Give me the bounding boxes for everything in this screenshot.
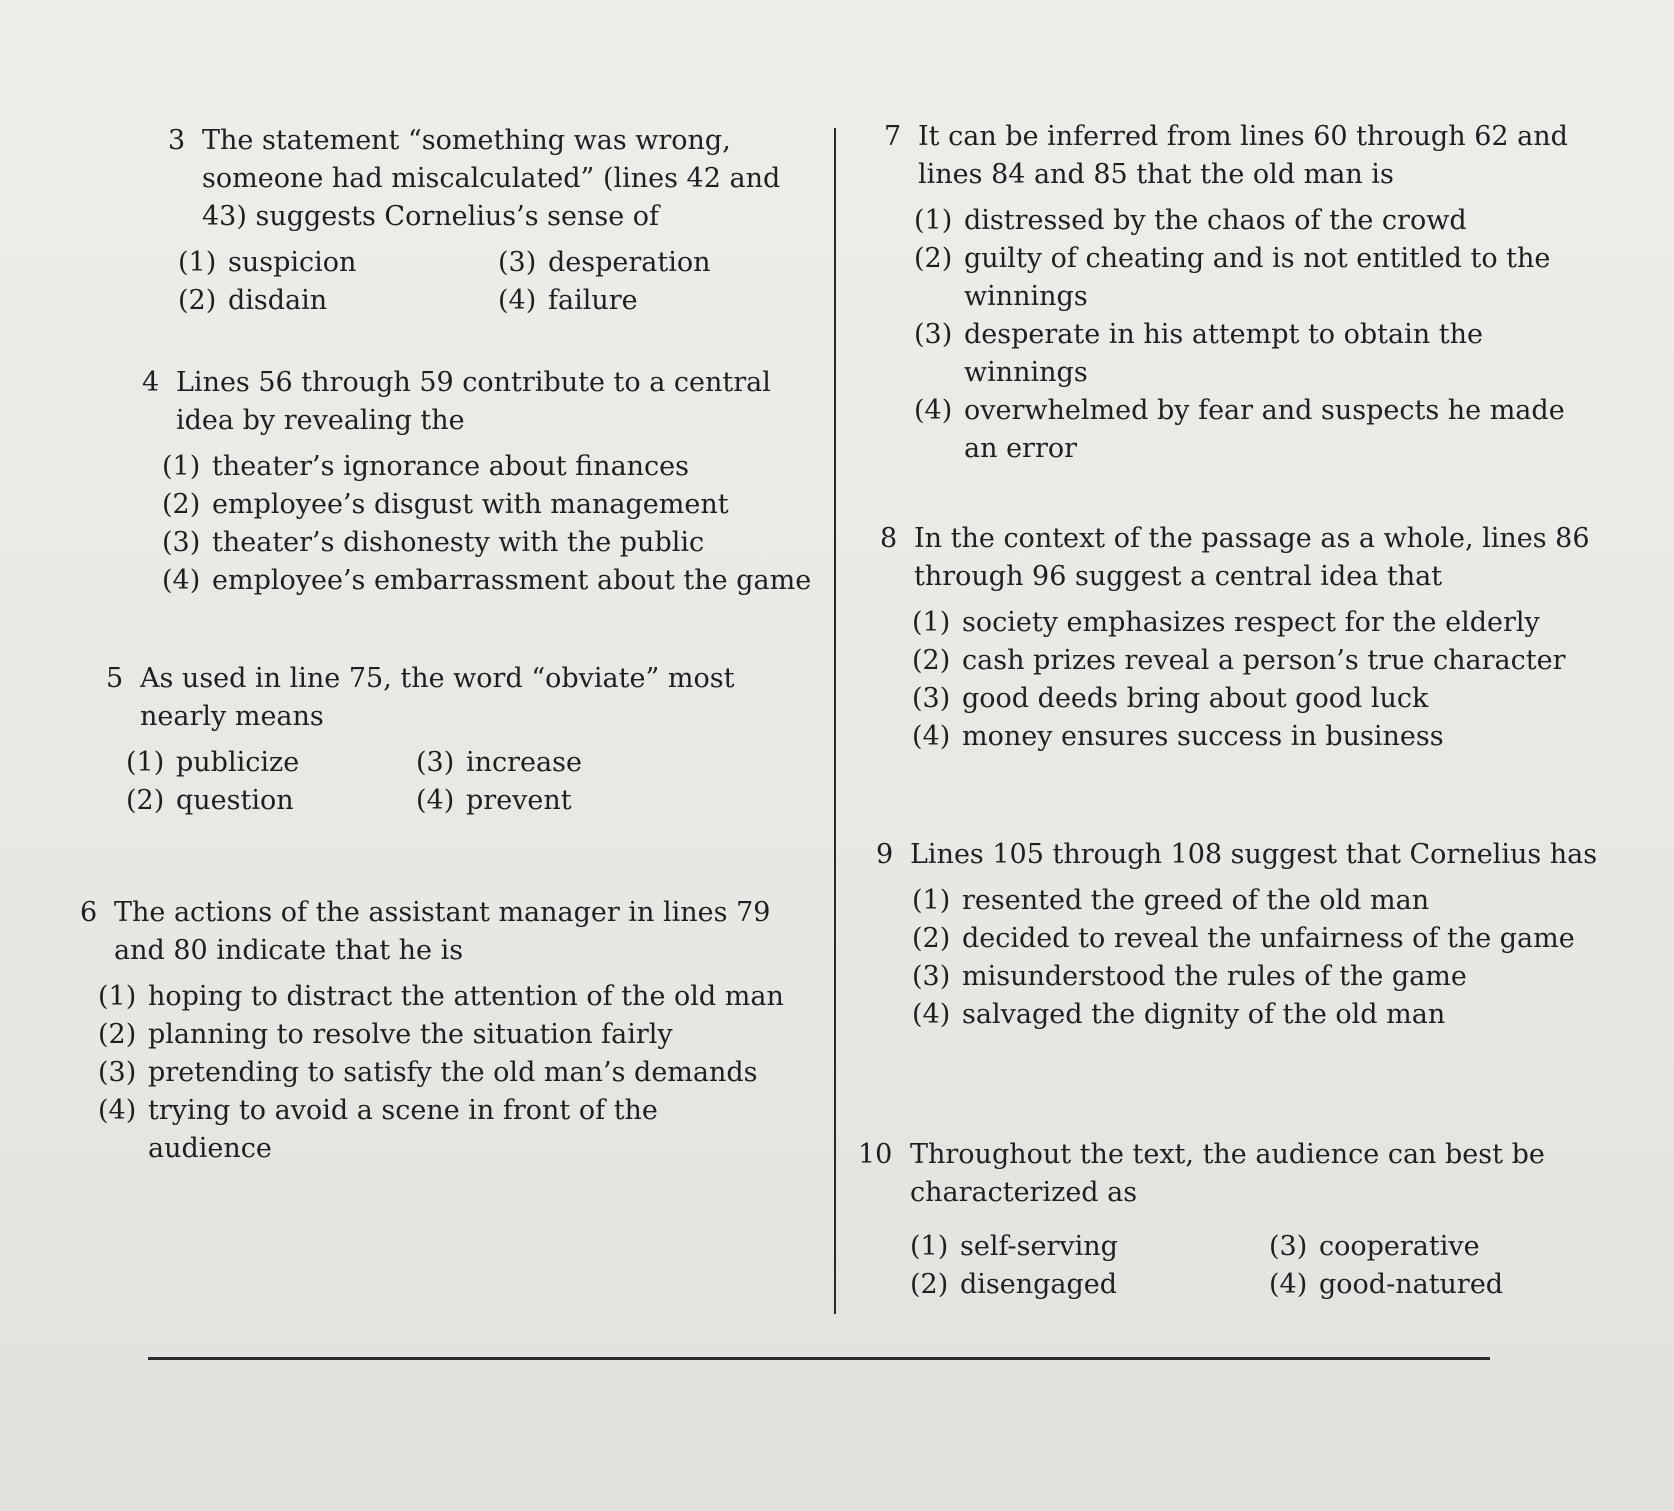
question-4 [142,364,832,600]
option-1[interactable]: (1) self-serving [910,1231,1118,1262]
option-3[interactable]: (3) misunderstood the rules of the game [912,961,1467,992]
option-4[interactable]: (4) money ensures success in business [912,721,1444,752]
question-stem: As used in line 75, the word “obviate” most nearly means [140,663,735,732]
option-4[interactable]: (4) overwhelmed by fear and suspects he made an error [914,395,1565,464]
option-2[interactable]: (2) disdain [178,285,328,316]
option-2[interactable]: (2) disengaged [910,1269,1118,1300]
option-3[interactable]: (3) cooperative [1269,1231,1480,1262]
question-stem: Throughout the text, the audience can best be characterized as [910,1139,1545,1208]
option-1[interactable]: (1) society emphasizes respect for the elderly [912,607,1540,638]
question-stem: In the context of the passage as a whole, lines 86 through 96 suggest a central idea that [914,523,1590,592]
question-3 [168,122,818,320]
option-4[interactable]: (4) trying to avoid a scene in front of the audience [98,1095,658,1164]
question-10 [858,1136,1628,1304]
option-1[interactable]: (1) hoping to distract the attention of the old man [98,981,784,1012]
option-2[interactable]: (2) question [126,785,294,816]
question-number: 5 [106,663,124,694]
question-stem: The statement “something was wrong, someone had miscalculated” (lines 42 and 43) suggests Cornelius’s sense of [202,125,781,232]
option-1[interactable]: (1) publicize [126,747,300,778]
option-3[interactable]: (3) pretending to satisfy the old man’s demands [98,1057,758,1088]
question-stem: It can be inferred from lines 60 through 62 and lines 84 and 85 that the old man is [918,121,1568,190]
option-2[interactable]: (2) decided to reveal the unfairness of the game [912,923,1575,954]
question-8 [880,520,1600,756]
option-4[interactable]: (4) good-natured [1269,1269,1504,1300]
question-number: 4 [142,367,160,398]
question-9 [876,836,1616,1034]
option-4[interactable]: (4) employee’s embarrassment about the game [162,565,812,596]
option-3[interactable]: (3) theater’s dishonesty with the public [162,527,705,558]
option-4[interactable]: (4) prevent [416,785,572,816]
question-number: 6 [80,897,98,928]
question-6 [80,894,790,1168]
option-4[interactable]: (4) failure [498,285,638,316]
question-stem: Lines 56 through 59 contribute to a central idea by revealing the [176,367,771,436]
option-3[interactable]: (3) desperation [498,247,711,278]
option-2[interactable]: (2) guilty of cheating and is not entitled to the winnings [914,243,1551,312]
question-5 [106,660,806,820]
question-stem: The actions of the assistant manager in lines 79 and 80 indicate that he is [114,897,771,966]
question-stem: Lines 105 through 108 suggest that Cornelius has [910,839,1598,870]
option-2[interactable]: (2) employee’s disgust with management [162,489,729,520]
question-number: 8 [880,523,898,554]
option-1[interactable]: (1) theater’s ignorance about finances [162,451,690,482]
question-number: 9 [876,839,894,870]
question-7 [884,118,1584,468]
option-3[interactable]: (3) increase [416,747,582,778]
column-divider [834,128,836,1314]
question-number: 3 [168,125,186,156]
option-1[interactable]: (1) distressed by the chaos of the crowd [914,205,1467,236]
bottom-rule [148,1357,1490,1360]
option-2[interactable]: (2) cash prizes reveal a person’s true character [912,645,1566,676]
question-number: 7 [884,121,902,152]
option-3[interactable]: (3) desperate in his attempt to obtain the winnings [914,319,1483,388]
option-4[interactable]: (4) salvaged the dignity of the old man [912,999,1446,1030]
option-1[interactable]: (1) suspicion [178,247,357,278]
question-number: 10 [858,1139,893,1170]
option-3[interactable]: (3) good deeds bring about good luck [912,683,1429,714]
option-2[interactable]: (2) planning to resolve the situation fairly [98,1019,673,1050]
option-1[interactable]: (1) resented the greed of the old man [912,885,1430,916]
